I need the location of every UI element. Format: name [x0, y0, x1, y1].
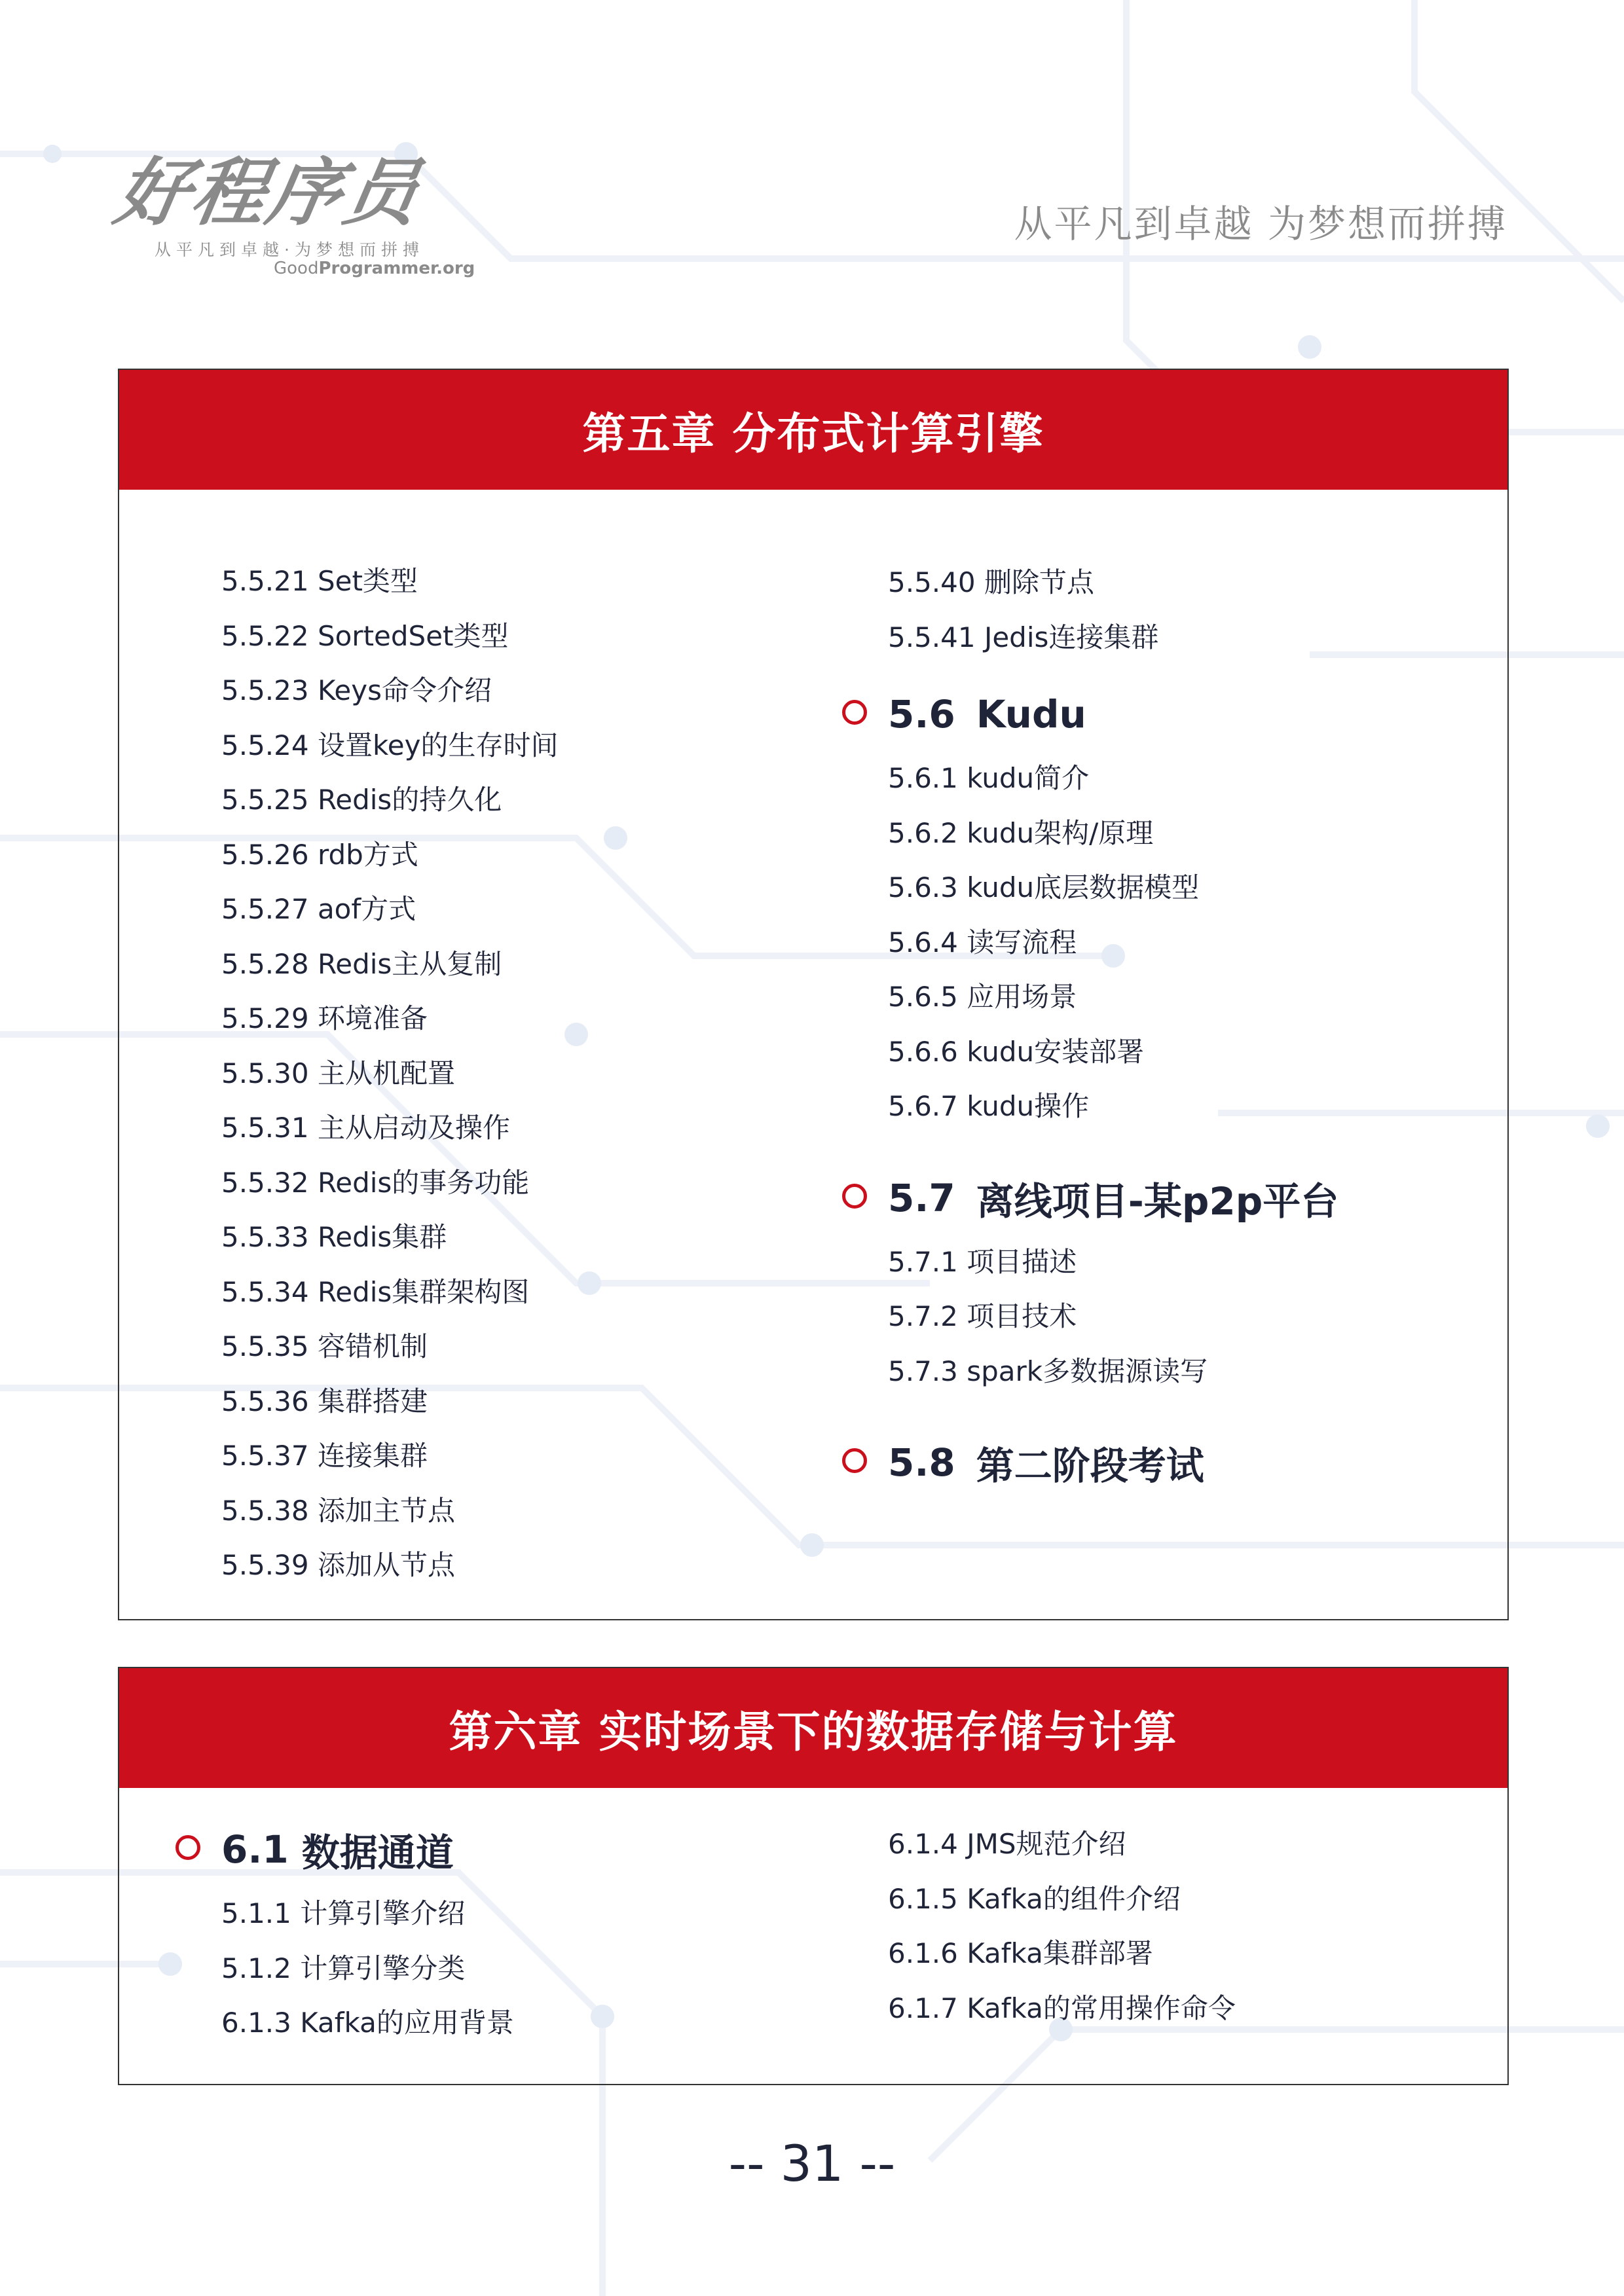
circle-bullet-icon	[175, 1835, 200, 1860]
toc-item: 5.6.7 kudu操作	[888, 1090, 1090, 1122]
section-5-7-heading: 5.7 离线项目-某p2p平台	[888, 1161, 1338, 1235]
toc-item: 5.5.37 连接集群	[221, 1440, 428, 1472]
toc-item: 5.5.38 添加主节点	[221, 1494, 455, 1527]
toc-item: 5.5.29 环境准备	[221, 1002, 428, 1034]
toc-item: 5.5.32 Redis的事务功能	[221, 1166, 530, 1199]
section-6-1-heading: 6.1 数据通道	[221, 1813, 514, 1886]
toc-item: 5.5.34 Redis集群架构图	[221, 1275, 530, 1308]
toc-item: 5.5.40 删除节点	[888, 566, 1094, 598]
toc-item: 5.5.33 Redis集群	[221, 1221, 447, 1253]
toc-item: 5.5.25 Redis的持久化	[221, 784, 502, 816]
logo-wordmark: 好程序员	[109, 150, 428, 236]
toc-item: 6.1.7 Kafka的常用操作命令	[888, 1992, 1236, 2024]
chapter-6-title: 第六章 实时场景下的数据存储与计算	[119, 1668, 1507, 1788]
chapter-6-left-column	[221, 1813, 514, 2050]
toc-item: 5.5.41 Jedis连接集群	[888, 621, 1159, 653]
chapter-6-box	[118, 1667, 1509, 2085]
toc-item: 6.1.4 JMS规范介绍	[888, 1828, 1126, 1860]
toc-item: 6.1.6 Kafka集群部署	[888, 1937, 1153, 1969]
toc-item: 5.5.39 添加从节点	[221, 1549, 455, 1581]
toc-item: 6.1.5 Kafka的组件介绍	[888, 1882, 1181, 1915]
circle-bullet-icon	[842, 700, 867, 725]
toc-item: 5.5.26 rdb方式	[221, 838, 418, 871]
toc-item: 5.6.1 kudu简介	[888, 762, 1090, 794]
toc-item: 5.7.1 项目描述	[888, 1245, 1077, 1278]
circle-bullet-icon	[842, 1448, 867, 1473]
section-5-8-heading: 5.8 第二阶段考试	[888, 1426, 1338, 1499]
toc-item: 5.5.28 Redis主从复制	[221, 947, 502, 980]
section-5-6-heading: 5.6 Kudu	[888, 678, 1338, 751]
toc-item: 5.6.6 kudu安装部署	[888, 1035, 1145, 1068]
toc-item: 5.5.36 集群搭建	[221, 1385, 428, 1417]
toc-item: 5.6.5 应用场景	[888, 981, 1077, 1013]
toc-item: 5.1.2 计算引擎分类	[221, 1952, 466, 1984]
toc-item: 5.6.4 读写流程	[888, 926, 1077, 958]
chapter-5-box	[118, 369, 1509, 1620]
toc-item: 6.1.3 Kafka的应用背景	[221, 2007, 514, 2039]
toc-item: 5.5.23 Keys命令介绍	[221, 674, 492, 706]
toc-item: 5.5.31 主从启动及操作	[221, 1112, 510, 1144]
toc-item: 5.7.3 spark多数据源读写	[888, 1355, 1208, 1387]
toc-item: 5.5.35 容错机制	[221, 1330, 428, 1362]
chapter-5-right-column	[888, 555, 1338, 1499]
toc-item: 5.5.27 aof方式	[221, 893, 416, 925]
circle-bullet-icon	[842, 1184, 867, 1209]
logo-url: GoodProgrammer.org	[274, 259, 475, 278]
toc-item: 5.5.22 SortedSet类型	[221, 619, 509, 652]
toc-item: 5.7.2 项目技术	[888, 1300, 1077, 1332]
chapter-6-right-column	[888, 1817, 1236, 2035]
toc-item: 5.5.30 主从机配置	[221, 1057, 455, 1089]
toc-item: 5.6.3 kudu底层数据模型	[888, 871, 1200, 903]
header-slogan: 从平凡到卓越 为梦想而拼搏	[1014, 202, 1507, 246]
toc-item: 5.5.24 设置key的生存时间	[221, 729, 559, 761]
logo-tagline: 从平凡到卓越·为梦想而拼搏	[155, 240, 424, 259]
chapter-5-left-column	[221, 554, 558, 1593]
chapter-5-title: 第五章 分布式计算引擎	[119, 370, 1507, 490]
toc-item: 5.1.1 计算引擎介绍	[221, 1897, 466, 1929]
toc-item: 5.6.2 kudu架构/原理	[888, 816, 1154, 849]
brand-logo	[109, 147, 475, 285]
toc-item: 5.5.21 Set类型	[221, 565, 418, 597]
page-number: -- 31 --	[728, 2134, 896, 2193]
